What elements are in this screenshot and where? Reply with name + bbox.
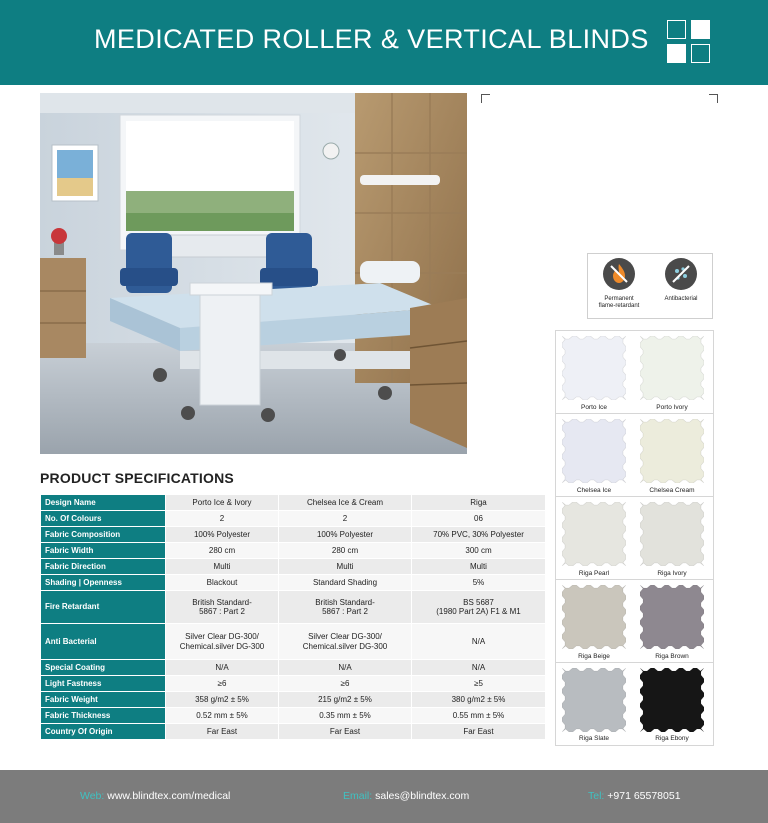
spec-value: 06 — [412, 511, 546, 527]
spec-value: Silver Clear DG-300/ Chemical.silver DG-300 — [279, 624, 412, 660]
spec-value: Far East — [279, 724, 412, 740]
crop-mark — [481, 94, 490, 103]
logo-square-filled — [691, 20, 710, 39]
page-title: MEDICATED ROLLER & VERTICAL BLINDS — [94, 24, 649, 54]
footer — [0, 770, 768, 823]
spec-value: 358 g/m2 ± 5% — [166, 692, 279, 708]
footer-tel[interactable] — [588, 790, 681, 802]
spec-value: Far East — [166, 724, 279, 740]
swatch-label: Riga Ivory — [657, 570, 687, 577]
spec-value: Porto Ice & Ivory — [166, 495, 279, 511]
spec-value: 300 cm — [412, 543, 546, 559]
swatch-label: Riga Ebony — [655, 735, 689, 742]
spec-label: No. Of Colours — [41, 511, 166, 527]
spec-value: ≥6 — [279, 676, 412, 692]
swatch-riga-brown[interactable] — [640, 585, 704, 649]
swatch-label: Chelsea Cream — [649, 487, 695, 494]
logo-square-outline — [691, 44, 710, 63]
swatch-chelsea-ice[interactable] — [562, 419, 626, 483]
spec-value: 5% — [412, 575, 546, 591]
swatch-label: Riga Brown — [655, 653, 689, 660]
spec-row — [41, 624, 546, 660]
logo-square-outline — [667, 20, 686, 39]
spec-label: Fabric Thickness — [41, 708, 166, 724]
spec-value: 100% Polyester — [166, 527, 279, 543]
footer-tel-key: Tel: — [588, 790, 605, 802]
hospital-room-photo — [40, 93, 467, 454]
spec-value: Riga — [412, 495, 546, 511]
spec-value: N/A — [412, 624, 546, 660]
spec-value: 2 — [166, 511, 279, 527]
spec-value: 215 g/m2 ± 5% — [279, 692, 412, 708]
header-banner — [0, 0, 768, 85]
spec-value: British Standard- 5867 : Part 2 — [279, 591, 412, 624]
spec-value: ≥5 — [412, 676, 546, 692]
swatch-label: Porto Ice — [580, 404, 607, 411]
swatch-label: Riga Slate — [579, 735, 609, 742]
spec-label: Anti Bacterial — [41, 624, 166, 660]
swatch-porto-ivory[interactable] — [640, 336, 704, 400]
spec-value: 70% PVC, 30% Polyester — [412, 527, 546, 543]
spec-label: Fabric Direction — [41, 559, 166, 575]
flame-retardant-icon — [603, 258, 635, 290]
feature-flame-retardant — [588, 258, 650, 310]
spec-value: BS 5687 (1980 Part 2A) F1 & M1 — [412, 591, 546, 624]
swatch-label: Riga Pearl — [578, 570, 610, 577]
spec-label: Fabric Width — [41, 543, 166, 559]
swatch-porto-ice[interactable] — [562, 336, 626, 400]
spec-value: N/A — [412, 660, 546, 676]
swatch-divider — [556, 579, 713, 580]
spec-row — [41, 708, 546, 724]
swatch-riga-pearl[interactable] — [562, 502, 626, 566]
spec-row — [41, 692, 546, 708]
spec-label: Fabric Composition — [41, 527, 166, 543]
spec-value: N/A — [279, 660, 412, 676]
spec-row — [41, 676, 546, 692]
footer-tel-value: +971 65578051 — [604, 790, 681, 802]
swatch-riga-ivory[interactable] — [640, 502, 704, 566]
specs-title: PRODUCT SPECIFICATIONS — [40, 470, 234, 486]
spec-row — [41, 511, 546, 527]
spec-label: Design Name — [41, 495, 166, 511]
spec-row — [41, 495, 546, 511]
footer-web[interactable] — [80, 790, 230, 802]
spec-value: 100% Polyester — [279, 527, 412, 543]
spec-label: Fire Retardant — [41, 591, 166, 624]
swatch-label: Chelsea Ice — [576, 487, 612, 494]
spec-value: 0.55 mm ± 5% — [412, 708, 546, 724]
spec-value: 280 cm — [166, 543, 279, 559]
spec-row — [41, 527, 546, 543]
spec-value: Multi — [412, 559, 546, 575]
feature-badges — [587, 253, 713, 319]
footer-email-key: Email: — [343, 790, 373, 802]
spec-row — [41, 591, 546, 624]
footer-email-value: sales@blindtex.com — [372, 790, 470, 802]
spec-value: Multi — [166, 559, 279, 575]
spec-value: ≥6 — [166, 676, 279, 692]
spec-label: Shading | Openness — [41, 575, 166, 591]
feature-label: Permanent flame-retardant — [598, 296, 640, 309]
spec-value: Silver Clear DG-300/ Chemical.silver DG-300 — [166, 624, 279, 660]
spec-label: Country Of Origin — [41, 724, 166, 740]
spec-value: British Standard- 5867 : Part 2 — [166, 591, 279, 624]
specifications-table — [40, 494, 546, 740]
swatch-divider — [556, 413, 713, 414]
spec-label: Special Coating — [41, 660, 166, 676]
antibacterial-icon — [665, 258, 697, 290]
logo-square-filled — [667, 44, 686, 63]
spec-label: Fabric Weight — [41, 692, 166, 708]
feature-label: Antibacterial — [664, 296, 698, 302]
footer-web-value: www.blindtex.com/medical — [104, 790, 231, 802]
crop-mark — [709, 94, 718, 103]
swatch-label: Riga Beige — [578, 653, 610, 660]
spec-value: 2 — [279, 511, 412, 527]
spec-row — [41, 724, 546, 740]
spec-value: Far East — [412, 724, 546, 740]
swatch-riga-ebony[interactable] — [640, 668, 704, 732]
feature-antibacterial — [650, 258, 712, 303]
spec-row — [41, 660, 546, 676]
spec-row — [41, 575, 546, 591]
spec-value: Standard Shading — [279, 575, 412, 591]
brand-logo — [667, 20, 713, 66]
spec-value: Blackout — [166, 575, 279, 591]
swatch-divider — [556, 496, 713, 497]
spec-value: Multi — [279, 559, 412, 575]
swatch-label: Porto Ivory — [656, 404, 688, 411]
footer-email[interactable] — [343, 790, 469, 802]
fabric-swatch-panel — [555, 330, 714, 746]
spec-value: 0.35 mm ± 5% — [279, 708, 412, 724]
spec-value: N/A — [166, 660, 279, 676]
swatch-chelsea-cream[interactable] — [640, 419, 704, 483]
swatch-riga-beige[interactable] — [562, 585, 626, 649]
spec-value: 380 g/m2 ± 5% — [412, 692, 546, 708]
spec-label: Light Fastness — [41, 676, 166, 692]
spec-value: 0.52 mm ± 5% — [166, 708, 279, 724]
spec-row — [41, 559, 546, 575]
footer-web-key: Web: — [80, 790, 105, 802]
spec-value: 280 cm — [279, 543, 412, 559]
spec-value: Chelsea Ice & Cream — [279, 495, 412, 511]
swatch-divider — [556, 662, 713, 663]
spec-row — [41, 543, 546, 559]
swatch-riga-slate[interactable] — [562, 668, 626, 732]
